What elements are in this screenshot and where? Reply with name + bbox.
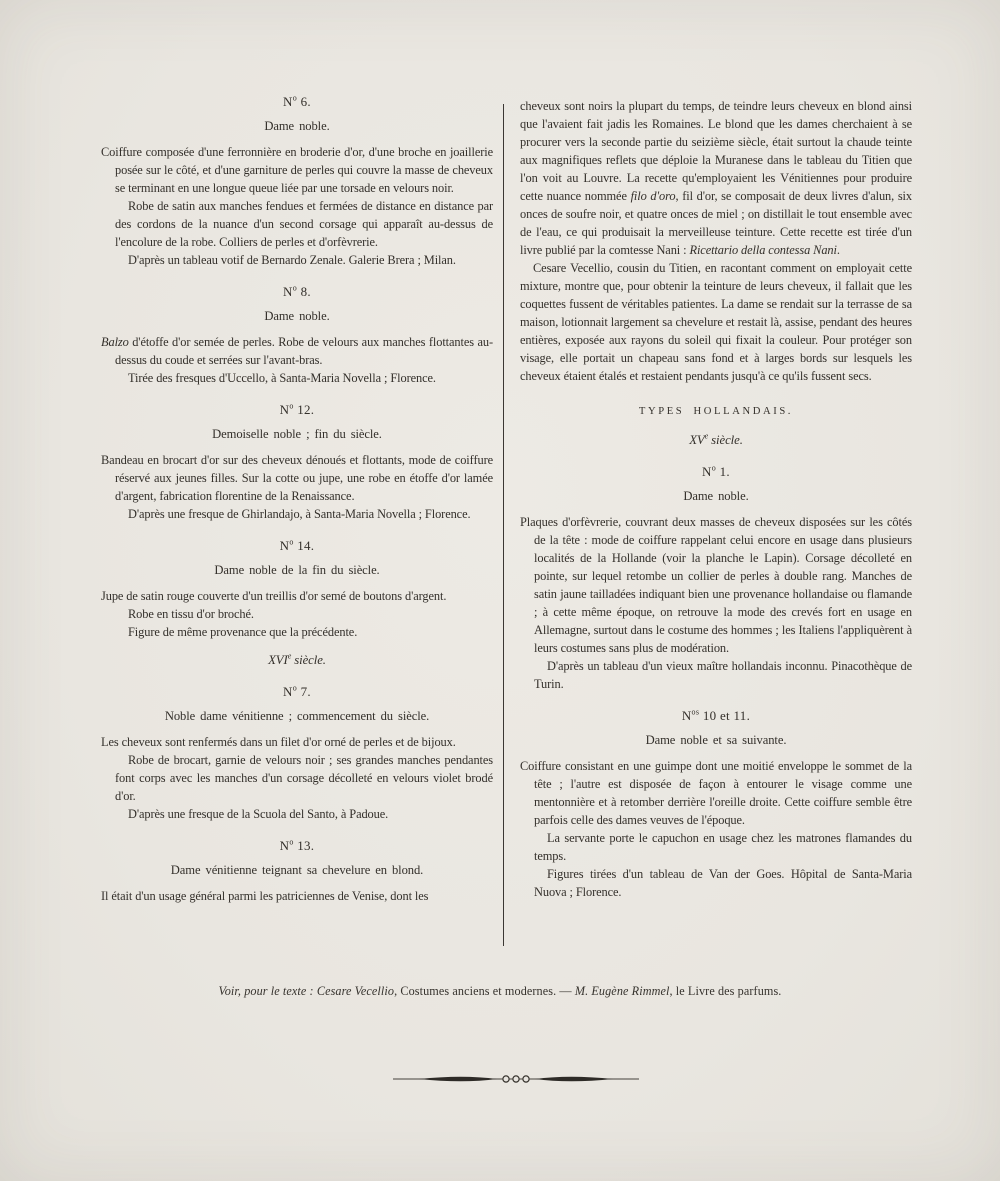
entry-body [101, 143, 493, 269]
era-text: siècle. [708, 433, 743, 447]
number-superscript: o [292, 93, 298, 103]
number-value: 13. [297, 838, 315, 853]
era-heading-16th-century [101, 651, 493, 669]
era-heading-15th-century [520, 431, 912, 449]
italic-term: filo d'oro [630, 189, 676, 203]
number-prefix: N [283, 684, 293, 699]
entry-body [101, 733, 493, 823]
footer-text: , le Livre des parfums. [669, 984, 782, 998]
era-superscript: e [704, 431, 709, 441]
entry-no-13-continuation [520, 97, 912, 385]
column-divider-rule [503, 104, 504, 946]
paragraph: Il était d'un usage général parmi les patriciennes de Venise, dont les [101, 889, 429, 903]
number-prefix: N [702, 464, 712, 479]
era-text: siècle. [291, 653, 326, 667]
number-value: 12. [297, 402, 315, 417]
paragraph [520, 97, 912, 259]
entry-no-10-11 [520, 707, 912, 901]
number-value: 14. [297, 538, 315, 553]
paragraph: Figure de même provenance que la précédente. [128, 625, 358, 639]
right-column [520, 97, 912, 901]
number-prefix: N [283, 284, 293, 299]
number-superscript: o [289, 537, 294, 547]
left-column [101, 93, 493, 905]
number-superscript: o [289, 837, 294, 847]
typographic-divider-icon [391, 1071, 641, 1087]
paragraph: Les cheveux sont renfermés dans un filet d'or orné de perles et de bijoux. [101, 735, 456, 749]
number-value: 10 et 11. [702, 708, 751, 723]
entry-no-7 [101, 683, 493, 823]
number-prefix: N [279, 838, 290, 853]
paragraph: Plaques d'orfèvrerie, couvrant deux masses de cheveux disposées sur les côtés de la tête : mode de coiffure rappelant celui encore en usage dans plusieurs localités de la Hollande (voir la planche le Lapin). Corsage décolleté en pointe, sur lequel retombe un collier de perles à double rang. Manches de satin jaune tailladées indiquant bien une provenance hollandaise ou flamande ; à cette même époque, on retrouve la mode des crevés fort en usage en Allemagne, surtout dans le costume des hommes ; les Italiens l'appliquèrent à leurs costumes sans plus de modération. [520, 515, 912, 655]
paragraph: Robe de brocart, garnie de velours noir ; ses grandes manches pendantes font corps avec les manches d'un corsage décolleté en velours violet brodé d'or. [115, 753, 493, 803]
paragraph: Coiffure composée d'une ferronnière en broderie d'or, d'une broche en joaillerie posée sur le côté, et d'une garniture de perles qui couvre la masse de cheveux se terminant en une longue queue liée par une torsade en velours noir. [101, 145, 493, 195]
paragraph: Robe de satin aux manches fendues et fermées de distance en distance par des cordons de la nuance d'un second corsage qui apparaît au-dessus de l'encolure de la robe. Colliers de perles et d'orfèvrerie. [115, 199, 493, 249]
section-title: Dame noble. [683, 489, 749, 503]
types-hollandais-heading: TYPES HOLLANDAIS. [638, 406, 794, 417]
section-title: Dame noble. [264, 119, 330, 133]
number-prefix: N [283, 94, 293, 109]
entry-body [101, 451, 493, 523]
number-prefix: N [279, 402, 290, 417]
section-number [101, 283, 493, 301]
footer-text: , Costumes anciens et modernes. — [394, 984, 575, 998]
paragraph: D'après un tableau votif de Bernardo Zenale. Galerie Brera ; Milan. [128, 253, 456, 267]
number-value: 1. [719, 464, 730, 479]
paragraph: Robe en tissu d'or broché. [128, 607, 254, 621]
era-roman-numeral: XVI [268, 653, 288, 667]
era-superscript: e [287, 651, 292, 661]
paragraph: Tirée des fresques d'Uccello, à Santa-Maria Novella ; Florence. [128, 371, 436, 385]
paragraph: D'après une fresque de la Scuola del Santo, à Padoue. [128, 807, 389, 821]
number-value: 8. [300, 284, 311, 299]
section-number [101, 93, 493, 111]
number-value: 6. [300, 94, 311, 109]
paragraph-text: . [836, 243, 840, 257]
paragraph: D'après un tableau d'un vieux maître hollandais inconnu. Pinacothèque de Turin. [534, 659, 912, 691]
paragraph: La servante porte le capuchon en usage chez les matrones flamandes du temps. [534, 831, 912, 863]
section-title: Dame noble et sa suivante. [645, 733, 787, 747]
entry-body [101, 887, 493, 905]
footer-italic: Voir, pour le texte : Cesare Vecellio [218, 984, 395, 998]
number-superscript: o [292, 683, 298, 693]
entry-body [101, 587, 493, 641]
entry-no-1 [520, 463, 912, 693]
paragraph [101, 333, 493, 369]
entry-body [101, 333, 493, 387]
footer-italic: M. Eugène Rimmel [574, 984, 670, 998]
era-roman-numeral: XV [689, 433, 705, 447]
section-title: Dame noble de la fin du siècle. [214, 563, 380, 577]
section-title: Dame noble. [264, 309, 330, 323]
paragraph: D'après une fresque de Ghirlandajo, à Santa-Maria Novella ; Florence. [128, 507, 471, 521]
paragraph-text: , fil d'or, se composait de deux livres d'alun, six onces de soufre noir, et quatre onces de miel ; on distillait le tout ensemble avec de l'eau, ce qui produisait la merveilleuse teinture. Cette recette est tirée d'un livre publié par la comtesse Nani : [520, 189, 912, 257]
section-title: Noble dame vénitienne ; commencement du siècle. [164, 709, 430, 723]
number-superscript: os [691, 707, 700, 717]
entry-no-13 [101, 837, 493, 905]
italic-term: Balzo [101, 335, 129, 349]
paragraph: Coiffure consistant en une guimpe dont une moitié enveloppe le sommet de la tête ; l'autre est disposée de façon à entourer le visage comme une mentonnière et à retomber derrière l'oreille droite. Cette coiffure semble être parfois celle des dames veuves de l'époque. [520, 759, 912, 827]
section-number [520, 707, 912, 725]
paragraph-text: cheveux sont noirs la plupart du temps, de teindre leurs cheveux en blond ainsi que l'avaient fait jadis les Romaines. Le blond que les dames cherchaient à se procurer vers la seconde partie du seizième siècle, était surtout la chaude teinte aux magnifiques reflets que déploie la Muranese dans le tableau du Titien que l'on voit au Louvre. La recette qu'employaient les Vénitiennes pour produire cette nuance nommée [520, 99, 912, 203]
entry-no-8 [101, 283, 493, 387]
paragraph: Figures tirées d'un tableau de Van der Goes. Hôpital de Santa-Maria Nuova ; Florence. [534, 867, 912, 899]
entry-body [520, 757, 912, 901]
paragraph: Cesare Vecellio, cousin du Titien, en racontant comment on employait cette mixture, montre que, pour obtenir la teinture de leurs cheveux, il fallait que les coquettes fussent de véritables patientes. La dame se rendait sur la terrasse de sa maison, lotionnait largement sa chevelure et restait là, assise, pendant des heures entières, exposée aux rayons du soleil qui fixait la couleur. Pour protéger son visage, elle portait un chapeau sans fond et à larges bords sur lesquels les cheveux étaient étalés et restaient pendants jusqu'à ce qu'ils fussent secs. [520, 261, 912, 383]
footer-note [0, 984, 1000, 999]
section-number [101, 537, 493, 555]
number-superscript: o [292, 283, 298, 293]
entry-body [520, 513, 912, 693]
number-superscript: o [289, 401, 294, 411]
number-prefix: N [279, 538, 290, 553]
paragraph: Bandeau en brocart d'or sur des cheveux dénoués et flottants, mode de coiffure réservé aux jeunes filles. Sur la cotte ou jupe, une robe en étoffe d'or lamée d'argent, fabrication florentine de la Renaissance. [101, 453, 493, 503]
italic-term: Ricettario della contessa Nani [689, 243, 837, 257]
paragraph-text: d'étoffe d'or semée de perles. Robe de velours aux manches flottantes au-dessus du coude et serrées sur l'avant-bras. [115, 335, 493, 367]
section-title: Demoiselle noble ; fin du siècle. [212, 427, 382, 441]
number-superscript: o [711, 463, 717, 473]
section-title: Dame vénitienne teignant sa chevelure en blond. [170, 863, 424, 877]
paragraph: Jupe de satin rouge couverte d'un treillis d'or semé de boutons d'argent. [101, 589, 447, 603]
entry-no-6 [101, 93, 493, 269]
section-number [101, 683, 493, 701]
section-number [520, 463, 912, 481]
number-value: 7. [300, 684, 311, 699]
entry-no-12 [101, 401, 493, 523]
number-prefix: N [681, 708, 692, 723]
section-number [101, 401, 493, 419]
entry-no-14 [101, 537, 493, 641]
section-number [101, 837, 493, 855]
